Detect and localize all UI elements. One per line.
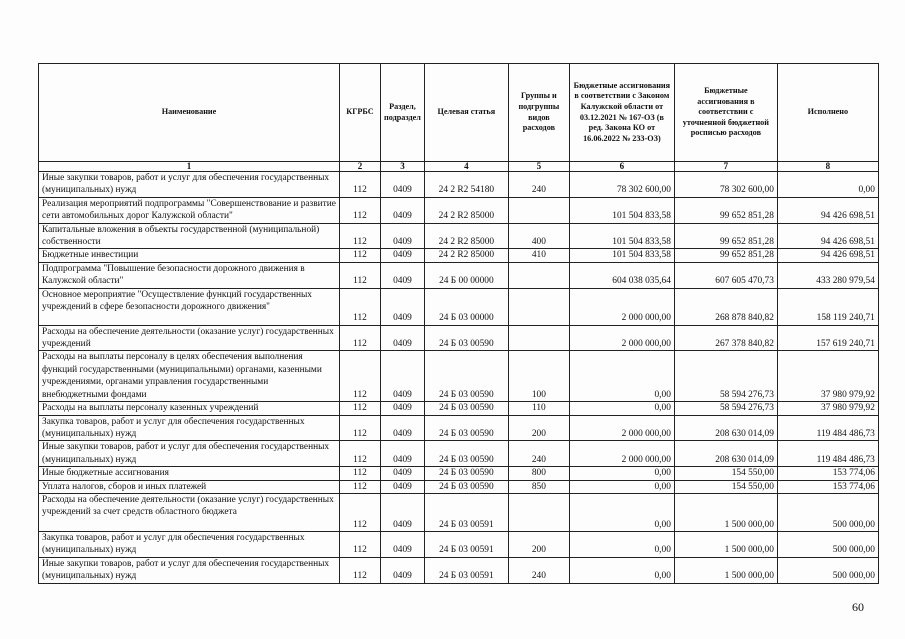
cell-law: 2 000 000,00 [569,441,674,467]
table-row [39,262,879,288]
table-row [39,249,879,262]
cell-target: 24 Б 03 00000 [424,288,508,325]
cell-law: 2 000 000,00 [569,325,674,351]
cell-group: 850 [508,480,569,493]
cell-executed: 37 980 979,92 [777,351,878,402]
table-row [39,351,879,402]
cell-refined: 208 630 014,09 [674,441,777,467]
cell-law: 101 504 833,58 [569,223,674,249]
cell-section: 0409 [381,351,425,402]
cell-section: 0409 [381,288,425,325]
cell-kgrbs: 112 [340,402,381,415]
cell-name: Иные бюджетные ассигнования [39,467,340,480]
cell-refined: 99 652 851,28 [674,223,777,249]
page-number: 60 [852,600,864,614]
cell-group: 240 [508,557,569,583]
cell-refined: 154 550,00 [674,480,777,493]
table-row [39,325,879,351]
table-row [39,467,879,480]
table-row [39,415,879,441]
cell-target: 24 Б 03 00591 [424,557,508,583]
cell-group: 240 [508,441,569,467]
cell-refined: 208 630 014,09 [674,415,777,441]
table-row [39,172,879,198]
cell-refined: 268 878 840,82 [674,288,777,325]
cell-section: 0409 [381,493,425,531]
cell-name: Капитальные вложения в объекты государственной (муниципальной) собственности [39,223,340,249]
cell-target: 24 2 R2 85000 [424,223,508,249]
cell-kgrbs: 112 [340,531,381,557]
cell-executed: 0,00 [777,172,878,198]
cell-kgrbs: 112 [340,223,381,249]
cell-executed: 158 119 240,71 [777,288,878,325]
table-row [39,493,879,531]
cell-target: 24 Б 03 00590 [424,441,508,467]
cell-target: 24 Б 03 00591 [424,531,508,557]
cell-kgrbs: 112 [340,493,381,531]
header-group: Группы и подгруппы видов расходов [508,64,569,162]
cell-target: 24 2 R2 85000 [424,197,508,223]
cell-group: 410 [508,249,569,262]
column-number: 2 [340,162,381,172]
cell-name: Расходы на выплаты персоналу в целях обеспечения выполнения функций государственными (муниципальными) органами, казенными учреждениями, органами управления государственными внебюджетными фондами [39,351,340,402]
cell-refined: 1 500 000,00 [674,557,777,583]
cell-name: Иные закупки товаров, работ и услуг для обеспечения государственных (муниципальных) нужд [39,172,340,198]
cell-target: 24 2 R2 85000 [424,249,508,262]
column-number-row [39,162,879,172]
cell-executed: 94 426 698,51 [777,197,878,223]
cell-refined: 78 302 600,00 [674,172,777,198]
cell-refined: 58 594 276,73 [674,351,777,402]
cell-kgrbs: 112 [340,351,381,402]
cell-executed: 153 774,06 [777,467,878,480]
cell-law: 2 000 000,00 [569,415,674,441]
cell-target: 24 Б 03 00590 [424,467,508,480]
cell-kgrbs: 112 [340,172,381,198]
cell-name: Расходы на обеспечение деятельности (оказание услуг) государственных учреждений за счет средств областного бюджета [39,493,340,531]
cell-executed: 500 000,00 [777,493,878,531]
header-refined-appropriations: Бюджетные ассигнования в соответствии с уточненной бюджетной росписью расходов [674,64,777,162]
cell-kgrbs: 112 [340,480,381,493]
cell-kgrbs: 112 [340,557,381,583]
cell-executed: 153 774,06 [777,480,878,493]
cell-name: Уплата налогов, сборов и иных платежей [39,480,340,493]
cell-law: 0,00 [569,480,674,493]
cell-section: 0409 [381,325,425,351]
cell-section: 0409 [381,223,425,249]
column-number: 3 [381,162,425,172]
cell-executed: 157 619 240,71 [777,325,878,351]
table-row [39,441,879,467]
cell-kgrbs: 112 [340,441,381,467]
cell-name: Основное мероприятие "Осуществление функций государственных учреждений в сфере безопасности дорожного движения" [39,288,340,325]
cell-group [508,197,569,223]
cell-executed: 94 426 698,51 [777,223,878,249]
cell-law: 0,00 [569,467,674,480]
header-executed: Исполнено [777,64,878,162]
table-row [39,531,879,557]
cell-refined: 267 378 840,82 [674,325,777,351]
cell-group [508,288,569,325]
cell-target: 24 Б 03 00590 [424,325,508,351]
cell-group [508,493,569,531]
cell-section: 0409 [381,197,425,223]
column-number: 7 [674,162,777,172]
cell-law: 101 504 833,58 [569,249,674,262]
cell-section: 0409 [381,557,425,583]
cell-refined: 154 550,00 [674,467,777,480]
cell-section: 0409 [381,402,425,415]
cell-refined: 1 500 000,00 [674,531,777,557]
cell-refined: 58 594 276,73 [674,402,777,415]
cell-law: 0,00 [569,493,674,531]
cell-executed: 433 280 979,54 [777,262,878,288]
header-law-appropriations: Бюджетные ассигнования в соответствии с Законом Калужской области от 03.12.2021 № 167-ОЗ (в ред. Закона КО от 16.06.2022 № 233-ОЗ) [569,64,674,162]
cell-law: 0,00 [569,402,674,415]
cell-target: 24 Б 00 00000 [424,262,508,288]
cell-law: 0,00 [569,531,674,557]
cell-law: 0,00 [569,557,674,583]
cell-group: 400 [508,223,569,249]
cell-name: Закупка товаров, работ и услуг для обеспечения государственных (муниципальных) нужд [39,531,340,557]
cell-refined: 1 500 000,00 [674,493,777,531]
cell-section: 0409 [381,249,425,262]
budget-table [38,63,879,584]
cell-section: 0409 [381,467,425,480]
cell-name: Расходы на обеспечение деятельности (оказание услуг) государственных учреждений [39,325,340,351]
column-number: 5 [508,162,569,172]
cell-section: 0409 [381,441,425,467]
column-number: 8 [777,162,878,172]
table-row [39,402,879,415]
column-number: 4 [424,162,508,172]
table-row [39,288,879,325]
cell-target: 24 Б 03 00590 [424,480,508,493]
cell-executed: 119 484 486,73 [777,415,878,441]
table-row [39,197,879,223]
cell-name: Бюджетные инвестиции [39,249,340,262]
cell-group: 110 [508,402,569,415]
cell-section: 0409 [381,415,425,441]
cell-refined: 99 652 851,28 [674,249,777,262]
table-row [39,557,879,583]
cell-kgrbs: 112 [340,197,381,223]
cell-name: Расходы на выплаты персоналу казенных учреждений [39,402,340,415]
column-number: 6 [569,162,674,172]
cell-executed: 94 426 698,51 [777,249,878,262]
table-row [39,223,879,249]
cell-kgrbs: 112 [340,467,381,480]
cell-target: 24 Б 03 00590 [424,402,508,415]
cell-name: Закупка товаров, работ и услуг для обеспечения государственных (муниципальных) нужд [39,415,340,441]
cell-section: 0409 [381,172,425,198]
cell-executed: 500 000,00 [777,531,878,557]
column-number: 1 [39,162,340,172]
cell-kgrbs: 112 [340,288,381,325]
cell-group [508,325,569,351]
cell-law: 604 038 035,64 [569,262,674,288]
cell-law: 0,00 [569,351,674,402]
cell-name: Иные закупки товаров, работ и услуг для обеспечения государственных (муниципальных) нужд [39,557,340,583]
cell-refined: 99 652 851,28 [674,197,777,223]
header-target: Целевая статья [424,64,508,162]
cell-group: 200 [508,415,569,441]
cell-group: 240 [508,172,569,198]
cell-executed: 37 980 979,92 [777,402,878,415]
cell-executed: 500 000,00 [777,557,878,583]
cell-law: 2 000 000,00 [569,288,674,325]
cell-name: Иные закупки товаров, работ и услуг для обеспечения государственных (муниципальных) нужд [39,441,340,467]
cell-refined: 607 605 470,73 [674,262,777,288]
cell-name: Реализация мероприятий подпрограммы "Совершенствование и развитие сети автомобильных дорог Калужской области" [39,197,340,223]
cell-section: 0409 [381,531,425,557]
table-row [39,480,879,493]
cell-group: 800 [508,467,569,480]
header-name: Наименование [39,64,340,162]
header-kgrbs: КГРБС [340,64,381,162]
cell-target: 24 Б 03 00590 [424,351,508,402]
cell-target: 24 Б 03 00591 [424,493,508,531]
header-section: Раздел, подраздел [381,64,425,162]
cell-section: 0409 [381,480,425,493]
cell-kgrbs: 112 [340,325,381,351]
cell-group: 200 [508,531,569,557]
cell-kgrbs: 112 [340,415,381,441]
cell-kgrbs: 112 [340,262,381,288]
cell-target: 24 2 R2 54180 [424,172,508,198]
cell-group: 100 [508,351,569,402]
cell-kgrbs: 112 [340,249,381,262]
cell-name: Подпрограмма "Повышение безопасности дорожного движения в Калужской области" [39,262,340,288]
cell-group [508,262,569,288]
table-header-row [39,64,879,162]
cell-executed: 119 484 486,73 [777,441,878,467]
cell-law: 101 504 833,58 [569,197,674,223]
cell-section: 0409 [381,262,425,288]
cell-law: 78 302 600,00 [569,172,674,198]
cell-target: 24 Б 03 00590 [424,415,508,441]
